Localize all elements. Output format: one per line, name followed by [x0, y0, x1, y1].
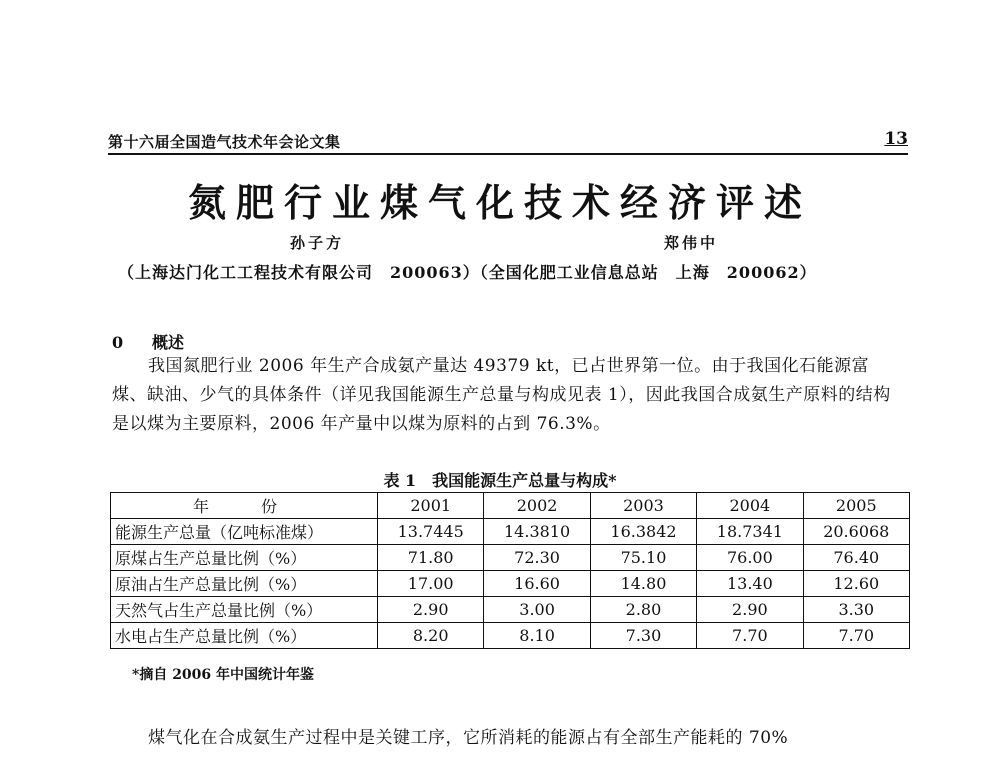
table-row: [111, 519, 910, 545]
table-cell: 16.3842: [590, 519, 696, 545]
table-cell: 2.90: [697, 597, 803, 623]
author-2: 郑伟中: [664, 234, 719, 252]
table-header-cell: 2002: [484, 493, 590, 519]
table-cell: 18.7341: [697, 519, 803, 545]
energy-table: [110, 492, 910, 649]
table-cell: 8.10: [484, 623, 590, 649]
table-cell: 16.60: [484, 571, 590, 597]
table-cell: 76.40: [803, 545, 909, 571]
table-row: [111, 571, 910, 597]
running-header: [108, 131, 908, 155]
table-header-cell: 2004: [697, 493, 803, 519]
table-cell: 14.3810: [484, 519, 590, 545]
section-title: 概述: [152, 333, 185, 352]
table-header-cell: 2003: [590, 493, 696, 519]
affiliation: （上海达门化工工程技术有限公司 200063）（全国化肥工业信息总站 上海 200062）: [118, 263, 817, 282]
table-row: [111, 623, 910, 649]
table-cell: 71.80: [378, 545, 484, 571]
table-row: [111, 597, 910, 623]
table-cell: 72.30: [484, 545, 590, 571]
table-cell: 2.80: [590, 597, 696, 623]
table-cell: 13.7445: [378, 519, 484, 545]
overview-text: 我国氮肥行业 2006 年生产合成氨产量达 49379 kt，已占世界第一位。由于我国化石能源富煤、缺油、少气的具体条件（详见我国能源生产总量与构成见表 1），因此我国合成氨生产原料的结构是以煤为主要原料，2006 年产量中以煤为原料的占到 76.3%。: [112, 356, 891, 434]
table-cell: 20.6068: [803, 519, 909, 545]
table-header-cell: 2001: [378, 493, 484, 519]
table-row-label: 原油占生产总量比例（%）: [111, 571, 378, 597]
table-cell: 2.90: [378, 597, 484, 623]
table-header-row: [111, 493, 910, 519]
table-cell: 7.70: [697, 623, 803, 649]
table-cell: 7.30: [590, 623, 696, 649]
table-cell: 17.00: [378, 571, 484, 597]
table-cell: 76.00: [697, 545, 803, 571]
table-header-cell: 2005: [803, 493, 909, 519]
table-cell: 3.00: [484, 597, 590, 623]
overview-paragraph: [112, 352, 902, 439]
table-header-cell: 年 份: [111, 493, 378, 519]
author-1: 孙子方: [290, 234, 345, 252]
table-cell: 7.70: [803, 623, 909, 649]
table-cell: 8.20: [378, 623, 484, 649]
gasification-text: 煤气化在合成氨生产过程中是关键工序，它所消耗的能源占有全部生产能耗的 70%: [148, 728, 789, 748]
page-number: 13: [884, 129, 908, 149]
paper-title: 氮肥行业煤气化技术经济评述: [187, 180, 812, 225]
table-row-label: 能源生产总量（亿吨标准煤）: [111, 519, 378, 545]
running-title: 第十六届全国造气技术年会论文集: [108, 133, 341, 151]
section-number: 0: [112, 333, 124, 352]
table-row-label: 天然气占生产总量比例（%）: [111, 597, 378, 623]
section-heading: [112, 330, 184, 353]
table-row: [111, 545, 910, 571]
table-caption: 表 1 我国能源生产总量与构成*: [383, 471, 617, 490]
table-cell: 12.60: [803, 571, 909, 597]
table-cell: 13.40: [697, 571, 803, 597]
table-cell: 3.30: [803, 597, 909, 623]
table-row-label: 原煤占生产总量比例（%）: [111, 545, 378, 571]
table-cell: 14.80: [590, 571, 696, 597]
table-row-label: 水电占生产总量比例（%）: [111, 623, 378, 649]
gasification-paragraph: [112, 724, 902, 753]
table-cell: 75.10: [590, 545, 696, 571]
table-footnote: *摘自 2006 年中国统计年鉴: [132, 667, 315, 683]
